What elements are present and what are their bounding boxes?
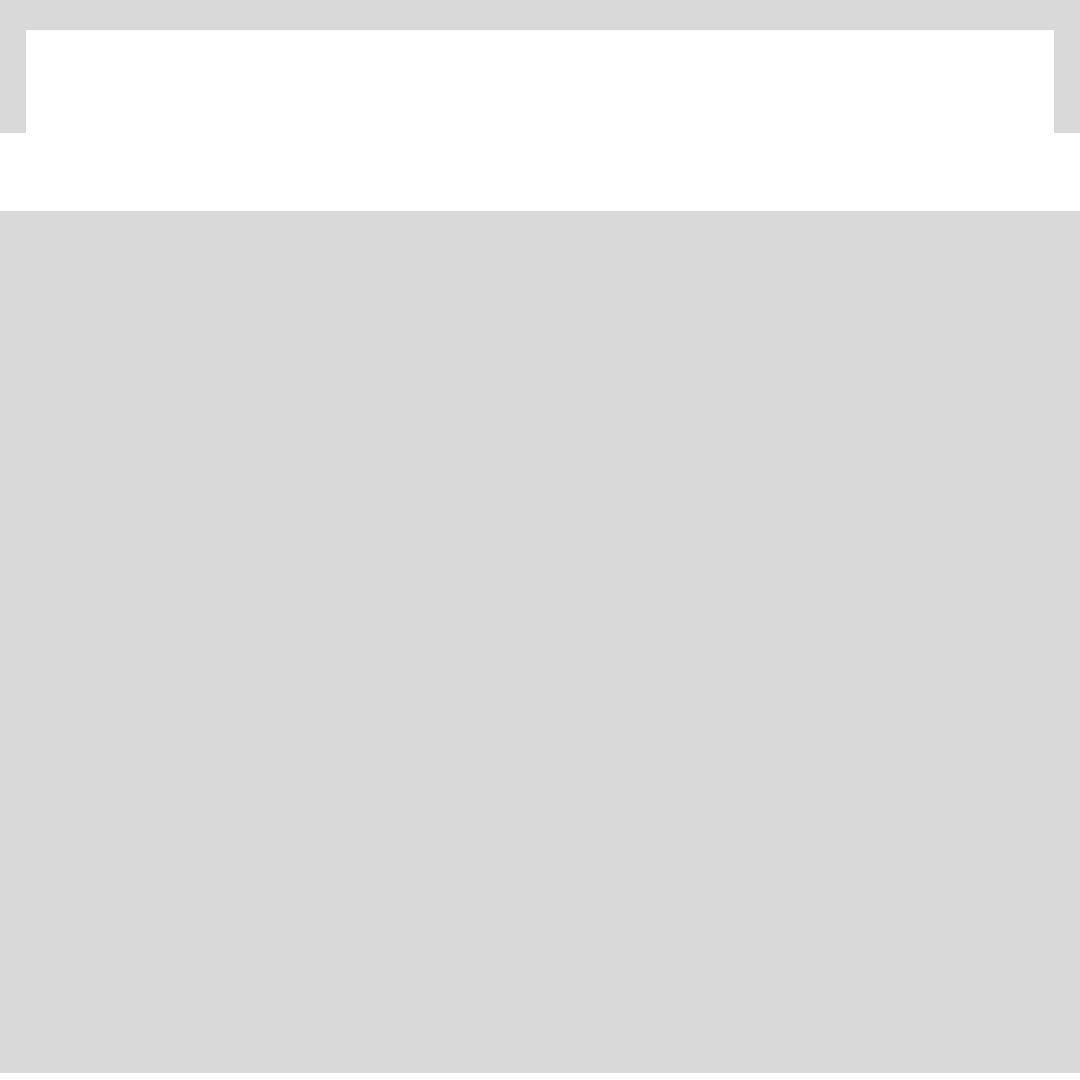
bottom-strip	[0, 1073, 1080, 1080]
decorative-dots-band	[0, 133, 1080, 211]
title-banner	[26, 30, 1054, 133]
